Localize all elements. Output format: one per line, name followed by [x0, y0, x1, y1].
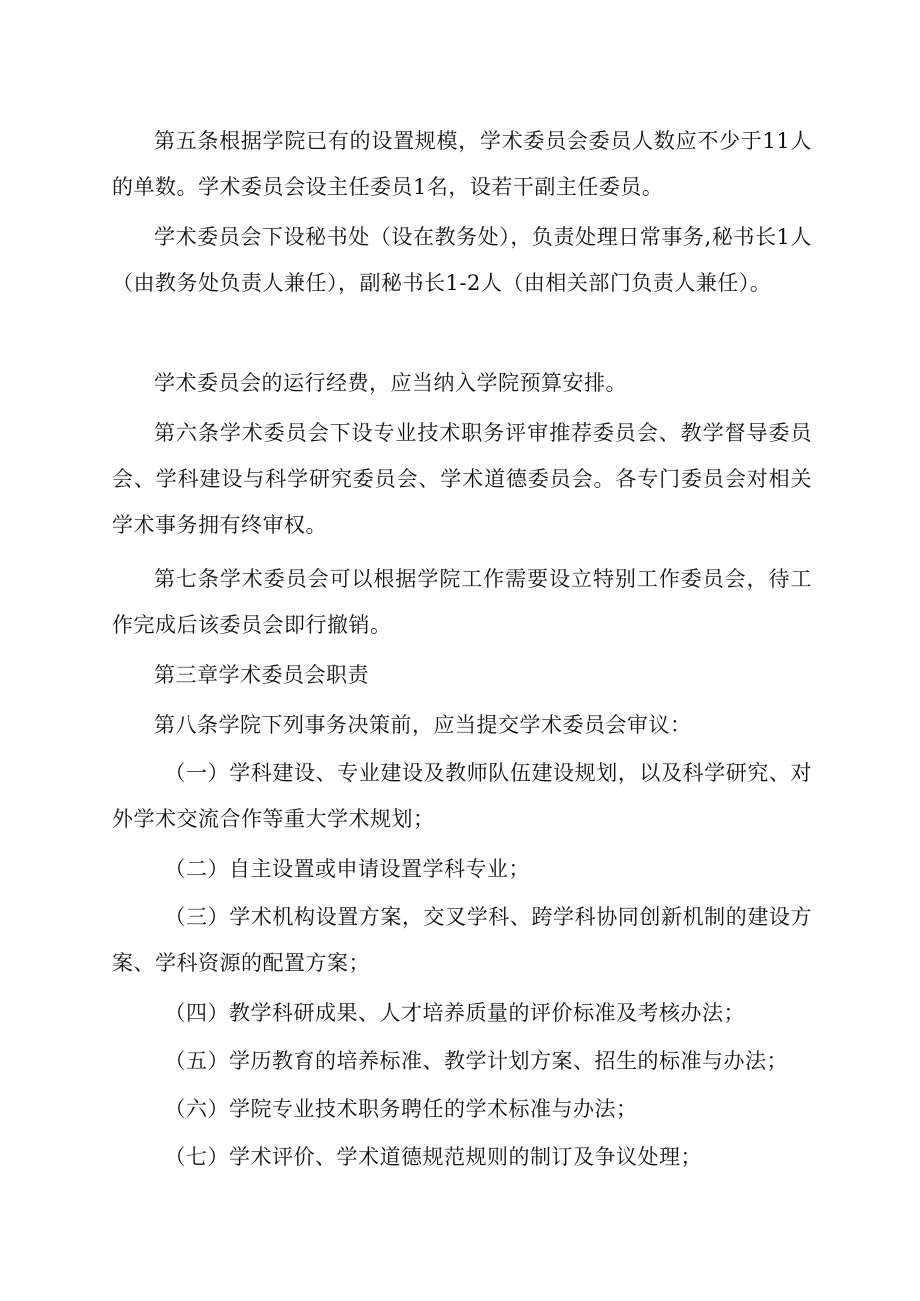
list-item-5: （五）学历教育的培养标准、教学计划方案、招生的标准与办法；: [164, 1049, 788, 1073]
paragraph-funding: 学术委员会的运行经费，应当纳入学院预算安排。: [154, 371, 627, 395]
list-item-4: （四）教学科研成果、人才培养质量的评价标准及考核办法；: [164, 1001, 745, 1025]
chapter-heading: 第三章学术委员会职责: [154, 663, 369, 687]
paragraph-article-7: 第七条学术委员会可以根据学院工作需要设立特别工作委员会，待工作完成后该委员会即行撤销。: [112, 567, 812, 637]
list-item-3: （三）学术机构设置方案，交叉学科、跨学科协同创新机制的建设方案、学科资源的配置方案；: [112, 905, 812, 975]
list-item-7: （七）学术评价、学术道德规范规则的制订及争议处理；: [164, 1145, 702, 1169]
paragraph-article-6: 第六条学术委员会下设专业技术职务评审推荐委员会、教学督导委员会、学科建设与科学研究委员会、学术道德委员会。各专门委员会对相关学术事务拥有终审权。: [112, 421, 812, 537]
paragraph-article-8: 第八条学院下列事务决策前，应当提交学术委员会审议：: [154, 713, 692, 737]
list-item-2: （二）自主设置或申请设置学科专业；: [164, 857, 530, 881]
list-item-6: （六）学院专业技术职务聘任的学术标准与办法；: [164, 1097, 638, 1121]
list-item-1: （一）学科建设、专业建设及教师队伍建设规划，以及科学研究、对外学术交流合作等重大学术规划；: [112, 761, 812, 831]
paragraph-article-5: 第五条根据学院已有的设置规模，学术委员会委员人数应不少于11人的单数。学术委员会设主任委员1名，设若干副主任委员。: [112, 129, 812, 199]
paragraph-secretariat: 学术委员会下设秘书处（设在教务处），负责处理日常事务,秘书长1人（由教务处负责人兼任），副秘书长1-2人（由相关部门负责人兼任）。: [112, 225, 812, 295]
